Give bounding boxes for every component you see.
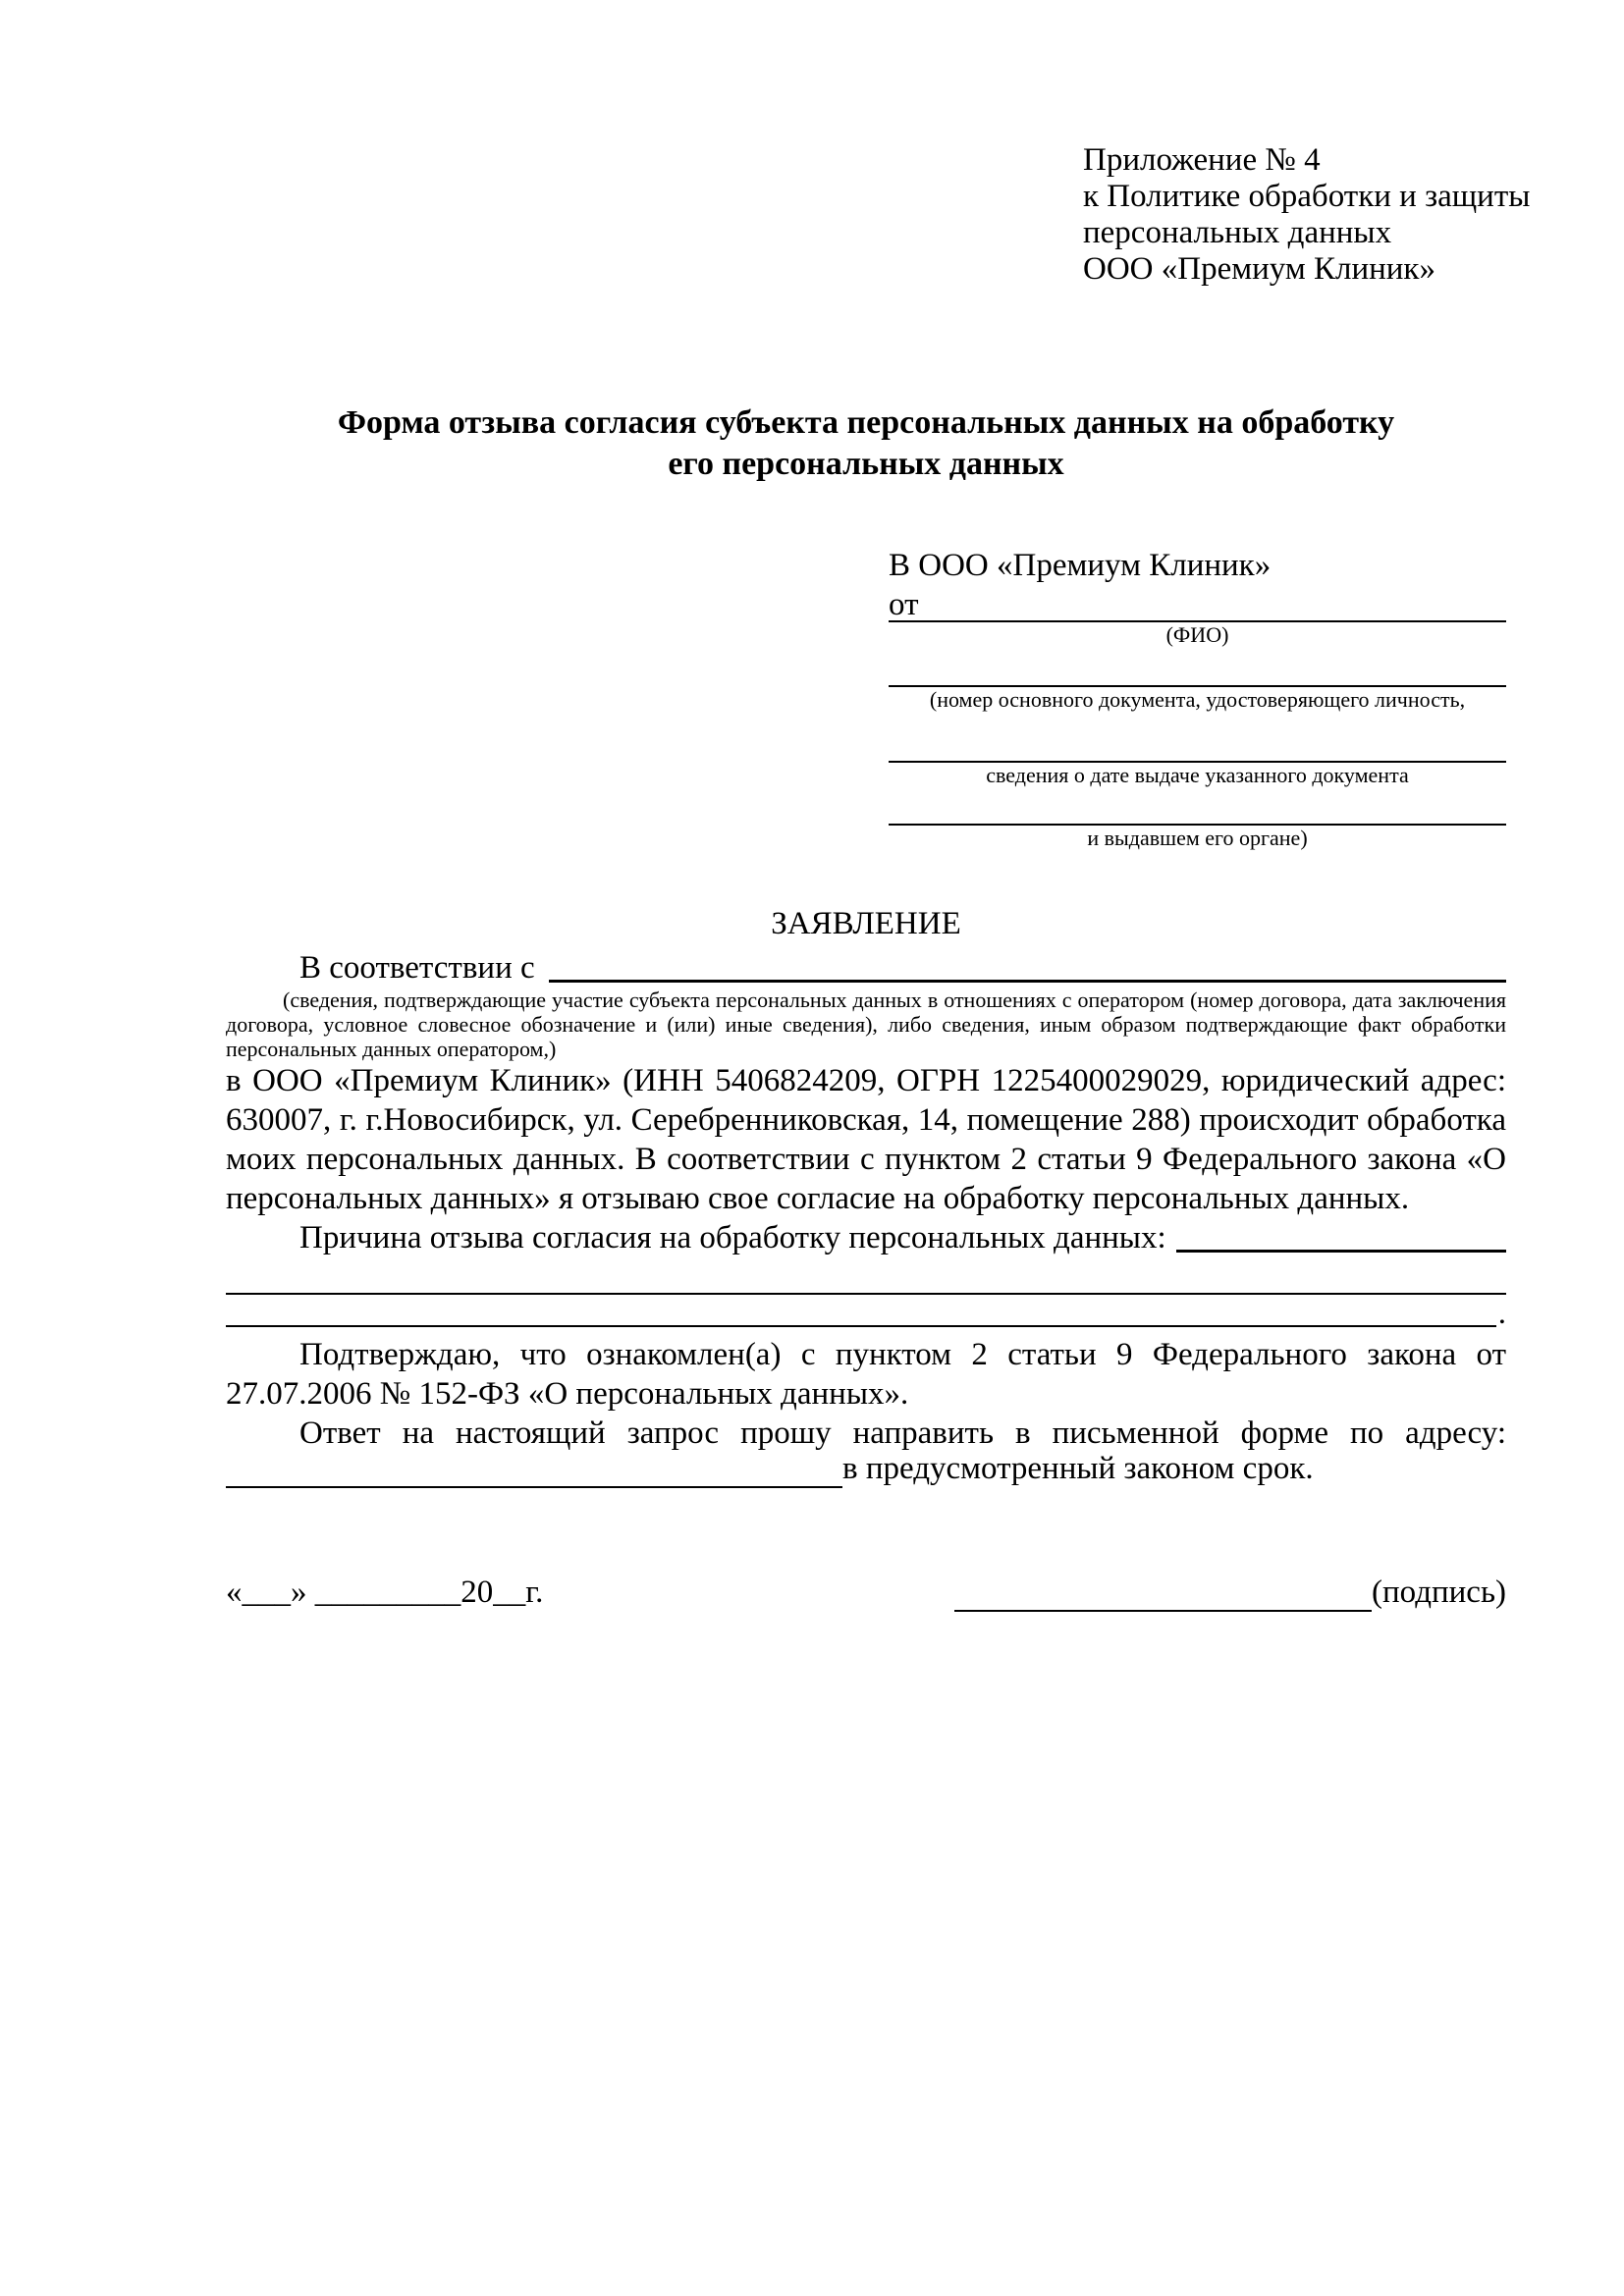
- document-number-field: [889, 660, 1506, 713]
- issuing-authority-field: [889, 798, 1506, 851]
- statement-body: в ООО «Премиум Клиник» (ИНН 5406824209, ОГРН 1225400029029, юридический адрес: 630007, г. г.Новосибирск, ул. Серебренниковская, 14, помещение 288) происходит обработка моих персональных данных. В соответствии с пунктом 2 статьи 9 Федерального закона «О персональных данных» я отзываю свое согласие на обработку персональных данных.: [226, 1063, 1506, 1216]
- intro-note: (сведения, подтверждающие участие субъекта персональных данных в отношениях с оператором (номер договора, дата заключения договора, условное словесное обозначение и (или) иные сведения), либо сведения, иным образом подтверждающие факт обработки персональных данных оператором,): [226, 988, 1506, 1061]
- document-title-line: Форма отзыва согласия субъекта персональных данных на обработку: [337, 404, 1395, 441]
- signature-block: [954, 1573, 1506, 1612]
- annex-line: ООО «Премиум Клиник»: [1083, 251, 1435, 287]
- fio-field-label: (ФИО): [1165, 622, 1229, 647]
- document-number-blank-line: [889, 660, 1506, 687]
- response-address-row: [226, 1453, 1506, 1488]
- annex-header: [1083, 142, 1531, 288]
- addressee-block: [889, 546, 1506, 851]
- response-address-blank-line: [226, 1455, 842, 1488]
- issuing-authority-field-label: и выдавшем его органе): [1087, 826, 1308, 850]
- reason-end-period: .: [1497, 1296, 1506, 1331]
- reason-blank-line: [1176, 1218, 1506, 1253]
- reason-label: Причина отзыва согласия на обработку персональных данных:: [299, 1220, 1166, 1255]
- reason-continuation-line-1: [226, 1257, 1506, 1295]
- signature-label: (подпись): [1372, 1575, 1506, 1610]
- fio-field: [889, 618, 1506, 648]
- issue-date-field-label: сведения о дате выдаче указанного документа: [986, 763, 1409, 787]
- confirmation-paragraph: Подтверждаю, что ознакомлен(а) с пунктом 2 статьи 9 Федерального закона от 27.07.2006 № 152-ФЗ «О персональных данных».: [226, 1337, 1506, 1412]
- addressee-from-label: от: [889, 587, 919, 622]
- response-request-line: Ответ на настоящий запрос прошу направить в письменной форме по адресу:: [299, 1415, 1506, 1451]
- reason-continuation-blank-line: [226, 1325, 1496, 1327]
- intro-blank-line: [549, 948, 1506, 983]
- date-line: «___» _________20__г.: [226, 1575, 544, 1610]
- issue-date-blank-line: [889, 726, 1506, 763]
- annex-line: Приложение № 4: [1083, 142, 1321, 178]
- intro-row: [226, 948, 1506, 988]
- reason-continuation-line-2: [226, 1295, 1506, 1331]
- response-tail-text: в предусмотренный законом срок.: [842, 1451, 1314, 1486]
- reason-row: [226, 1218, 1506, 1257]
- intro-prefix: В соответствии с: [299, 950, 535, 986]
- document-number-field-label: (номер основного документа, удостоверяющего личность,: [929, 687, 1466, 712]
- statement-heading: ЗАЯВЛЕНИЕ: [771, 906, 961, 941]
- annex-line: к Политике обработки и защиты: [1083, 179, 1531, 214]
- document-title-line: его персональных данных: [668, 446, 1064, 482]
- issue-date-field: [889, 726, 1506, 788]
- footer-row: [226, 1573, 1506, 1612]
- annex-line: персональных данных: [1083, 215, 1392, 250]
- signature-blank-line: [954, 1578, 1372, 1612]
- addressee-to: В ООО «Премиум Клиник»: [889, 548, 1272, 583]
- document-title: [226, 402, 1506, 485]
- issuing-authority-blank-line: [889, 798, 1506, 826]
